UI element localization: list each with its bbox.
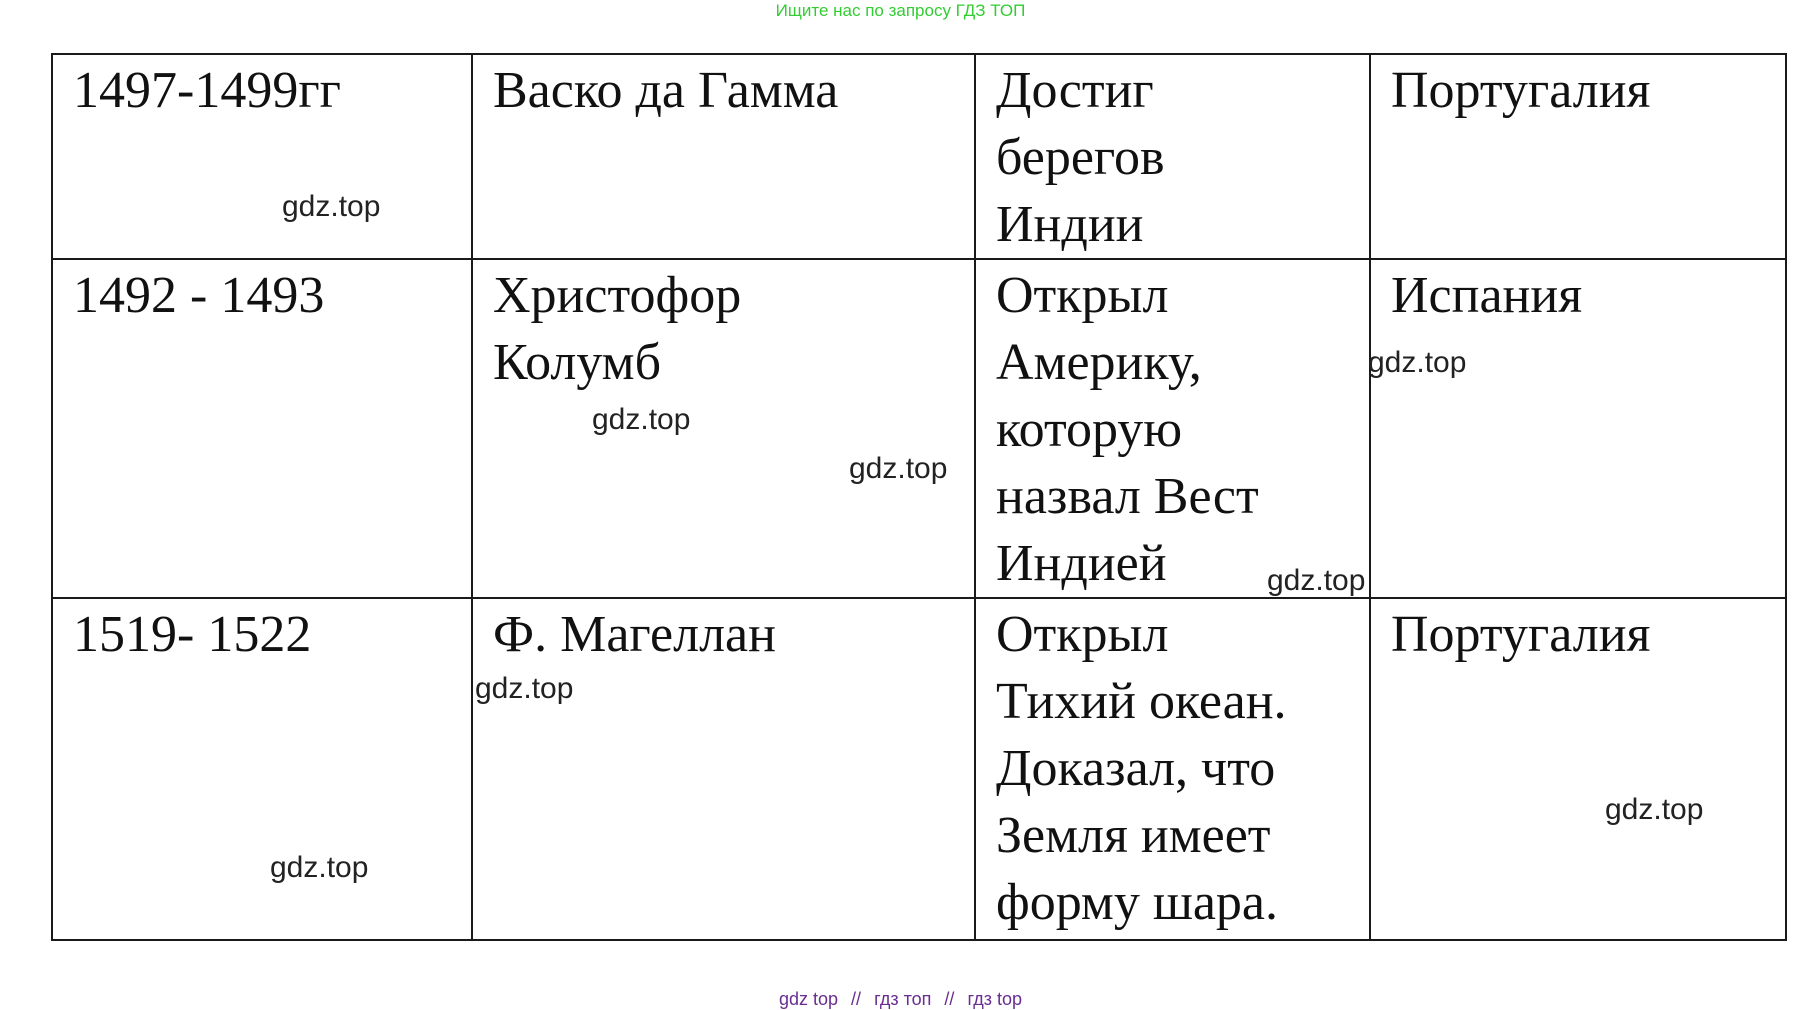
- footer-separator: //: [851, 989, 862, 1009]
- cell-date: [52, 259, 472, 598]
- person-text: Васко да Гамма: [493, 62, 839, 119]
- watermark: gdz.top: [1267, 564, 1366, 597]
- cell-person: [472, 598, 975, 940]
- cell-country: [1370, 598, 1786, 940]
- person-text: Христофор Колумб: [493, 267, 742, 391]
- country-text: Испания: [1391, 267, 1583, 324]
- table-row: [52, 54, 1786, 259]
- watermark: gdz.top: [849, 452, 948, 485]
- cell-person: [472, 259, 975, 598]
- watermark: gdz.top: [475, 672, 574, 705]
- footer-text: гдз top: [967, 989, 1022, 1009]
- footer-text: gdz top: [778, 989, 839, 1009]
- cell-country: [1370, 54, 1786, 259]
- footer: [0, 988, 1801, 1010]
- top-banner: Ищите нас по запросу ГДЗ ТОП: [775, 1, 1026, 20]
- watermark: gdz.top: [282, 190, 381, 223]
- cell-person: [472, 54, 975, 259]
- watermark: gdz.top: [1605, 793, 1704, 826]
- achievement-text: Открыл Тихий океан. Доказал, что Земля имеет форму шара.: [996, 606, 1287, 931]
- person-text: Ф. Магеллан: [493, 606, 776, 663]
- cell-achievement: [975, 54, 1370, 259]
- country-text: Португалия: [1391, 606, 1651, 663]
- cell-date: [52, 54, 472, 259]
- cell-date: [52, 598, 472, 940]
- achievement-text: Достиг берегов Индии: [996, 62, 1165, 253]
- footer-separator: //: [944, 989, 955, 1009]
- date-text: 1519- 1522: [73, 606, 312, 663]
- date-text: 1492 - 1493: [73, 267, 325, 324]
- country-text: Португалия: [1391, 62, 1651, 119]
- cell-achievement: [975, 598, 1370, 940]
- achievement-text: Открыл Америку, которую назвал Вест Индией: [996, 267, 1259, 592]
- table-row: [52, 259, 1786, 598]
- watermark: gdz.top: [270, 851, 369, 884]
- history-table: [51, 53, 1787, 941]
- cell-country: [1370, 259, 1786, 598]
- date-text: 1497-1499гг: [73, 62, 341, 119]
- watermark: gdz.top: [1368, 346, 1467, 379]
- cell-achievement: [975, 259, 1370, 598]
- watermark: gdz.top: [592, 403, 691, 436]
- table-row: [52, 598, 1786, 940]
- footer-text: гдз топ: [874, 989, 932, 1009]
